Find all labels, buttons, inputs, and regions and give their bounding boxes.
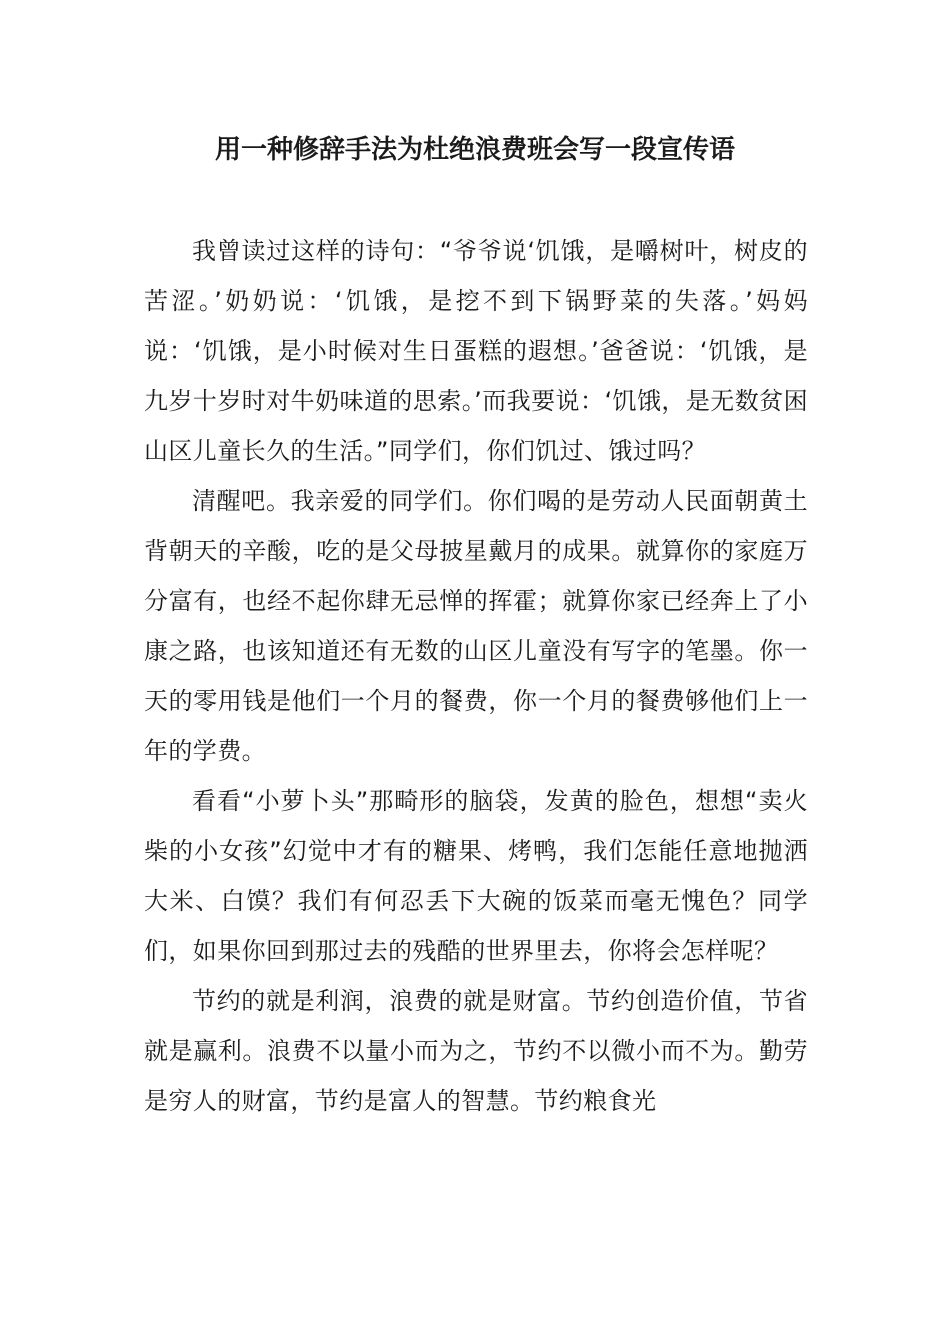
paragraph-1: 我曾读过这样的诗句：“爷爷说‘饥饿，是嚼树叶，树皮的苦涩。’奶奶说：‘饥饿，是挖不到下锅野菜的失落。’妈妈说：‘饥饿，是小时候对生日蛋糕的遐想。’爸爸说：‘饥饿，是九岁十岁时对牛奶味道的思索。’而我要说：‘饥饿，是无数贫困山区儿童长久的生活。”同学们，你们饥过、饿过吗？: [144, 237, 808, 465]
paragraph-3: 看看“小萝卜头”那畸形的脑袋，发黄的脸色，想想“卖火柴的小女孩”幻觉中才有的糖果、烤鸭，我们怎能任意地抛洒大米、白馍？我们有何忍丢下大碗的饭菜而毫无愧色？同学们，如果你回到那过去的残酷的世界里去，你将会怎样呢？: [144, 787, 808, 965]
document-body: [144, 226, 808, 1126]
paragraph-2: 清醒吧。我亲爱的同学们。你们喝的是劳动人民面朝黄土背朝天的辛酸，吃的是父母披星戴月的成果。就算你的家庭万分富有，也经不起你肆无忌惮的挥霍；就算你家已经奔上了小康之路，也该知道还有无数的山区儿童没有写字的笔墨。你一天的零用钱是他们一个月的餐费，你一个月的餐费够他们上一年的学费。: [144, 487, 808, 765]
paragraph-4: 节约的就是利润，浪费的就是财富。节约创造价值，节省就是赢利。浪费不以量小而为之，节约不以微小而不为。勤劳是穷人的财富，节约是富人的智慧。节约粮食光: [144, 987, 808, 1115]
document-title: 用一种修辞手法为杜绝浪费班会写一段宣传语: [214, 135, 735, 165]
